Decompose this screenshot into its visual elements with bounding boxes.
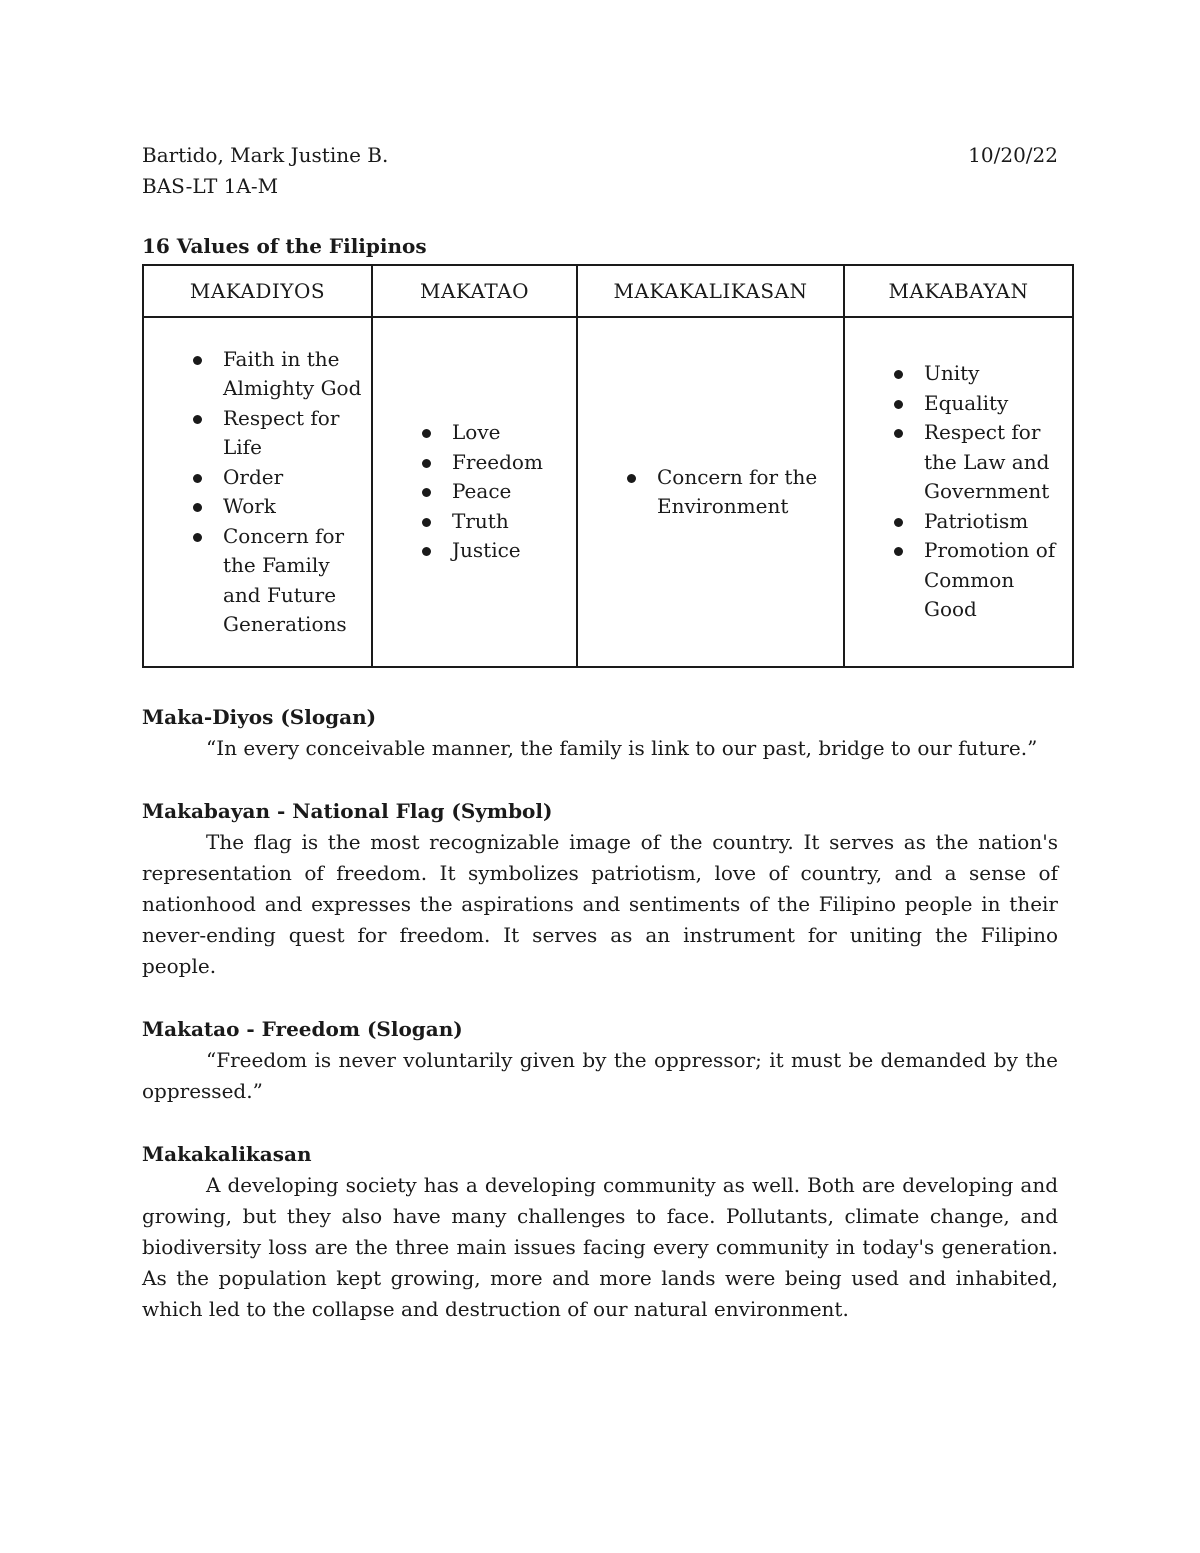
table-title: 16 Values of the Filipinos [142, 234, 427, 258]
section-slogan: “Freedom is never voluntarily given by the oppressor; it must be demanded by the oppressed.” [142, 1048, 1058, 1103]
list-item: Peace [452, 477, 575, 507]
student-name: Bartido, Mark Justine B. [142, 143, 389, 167]
table-body-row [143, 317, 1073, 667]
class-section: BAS-LT 1A-M [142, 174, 279, 198]
list-item: Promotion of Common Good [924, 536, 1063, 625]
list-item: Equality [924, 389, 1063, 419]
list-item: Concern for the Family and Future Generations [223, 522, 362, 640]
list-item: Unity [924, 359, 1063, 389]
list-item: Work [223, 492, 362, 522]
list-item: Freedom [452, 448, 575, 478]
makadiyos-cell [143, 317, 372, 667]
makatao-cell [372, 317, 577, 667]
section-makatao [142, 1014, 1058, 1107]
list-item: Love [452, 418, 575, 448]
values-table [142, 264, 1074, 668]
list-item: Faith in the Almighty God [223, 345, 362, 404]
makakalikasan-cell [577, 317, 844, 667]
column-heading-makabayan: MAKABAYAN [844, 265, 1073, 317]
essay-sections [142, 702, 1058, 1325]
section-slogan: “In every conceivable manner, the family is link to our past, bridge to our future.” [206, 736, 1038, 760]
list-item: Order [223, 463, 362, 493]
section-makabayan [142, 796, 1058, 982]
section-makakalikasan [142, 1139, 1058, 1325]
section-paragraph: A developing society has a developing community as well. Both are developing and growing, but they also have many challenges to face. Pollutants, climate change, and biodiversity loss are the three main issues facing every community in today's generation. As the population kept growing, more and more lands were being used and inhabited, which led to the collapse and destruction of our natural environment. [142, 1173, 1058, 1321]
list-item: Concern for the Environment [657, 463, 832, 522]
list-item: Respect for Life [223, 404, 362, 463]
document-date: 10/20/22 [968, 143, 1058, 167]
table-header-row [143, 265, 1073, 317]
section-heading: Makatao - Freedom (Slogan) [142, 1017, 463, 1041]
column-heading-makadiyos: MAKADIYOS [143, 265, 372, 317]
list-item: Justice [452, 536, 575, 566]
section-heading: Maka-Diyos (Slogan) [142, 705, 377, 729]
document-header [142, 140, 1058, 261]
section-maka-diyos [142, 702, 1058, 764]
section-heading: Makabayan - National Flag (Symbol) [142, 799, 553, 823]
column-heading-makakalikasan: MAKAKALIKASAN [577, 265, 844, 317]
column-heading-makatao: MAKATAO [372, 265, 577, 317]
makabayan-cell [844, 317, 1073, 667]
section-heading: Makakalikasan [142, 1142, 312, 1166]
list-item: Patriotism [924, 507, 1063, 537]
section-paragraph: The flag is the most recognizable image of the country. It serves as the nation's representation of freedom. It symbolizes patriotism, love of country, and a sense of nationhood and expresses the aspirations and sentiments of the Filipino people in their never-ending quest for freedom. It serves as an instrument for uniting the Filipino people. [142, 830, 1058, 978]
list-item: Truth [452, 507, 575, 537]
list-item: Respect for the Law and Government [924, 418, 1063, 507]
